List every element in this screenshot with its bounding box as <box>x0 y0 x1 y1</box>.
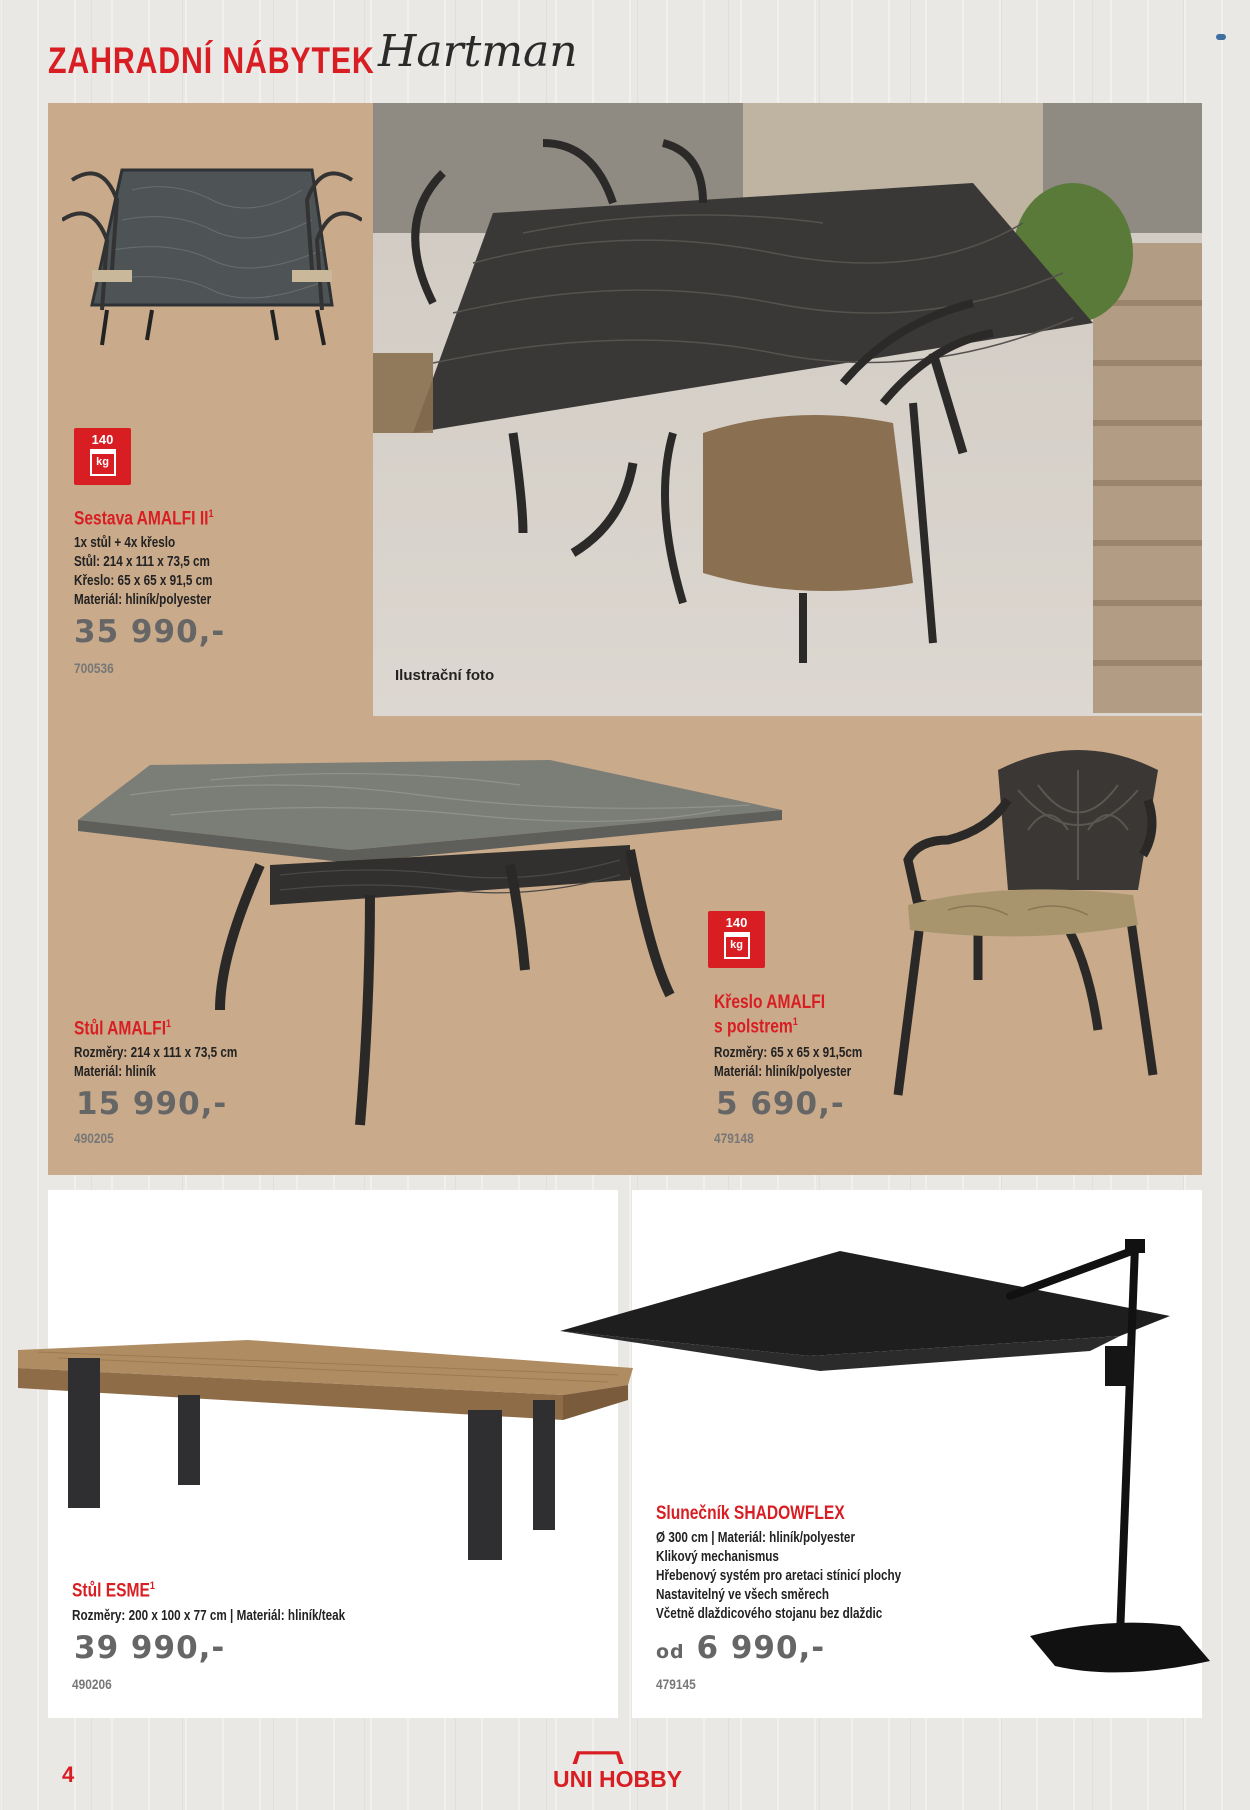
product-name-text: Stůl ESME <box>72 1580 150 1602</box>
product-name-line2 <box>714 1016 798 1038</box>
spec-line: Materiál: hliník/polyester <box>74 591 212 608</box>
product-name-text: Stůl AMALFI <box>74 1018 167 1040</box>
product-code: 479145 <box>656 1676 696 1692</box>
product-name <box>74 1018 171 1040</box>
spec-line: Rozměry: 65 x 65 x 91,5cm <box>714 1044 863 1061</box>
price-value: 6 990,- <box>696 1630 826 1666</box>
logo-text: UNI HOBBY <box>553 1766 683 1792</box>
product-name-text: Sestava AMALFI II <box>74 508 209 530</box>
page-title: ZAHRADNÍ NÁBYTEK <box>48 40 375 81</box>
product-specs <box>656 1528 970 1623</box>
product-name <box>74 508 214 530</box>
footnote-mark: 1 <box>166 1018 172 1030</box>
footnote-mark: 1 <box>792 1016 798 1028</box>
product-price: 35 990,- <box>74 614 226 650</box>
spec-line: Stůl: 214 x 111 x 73,5 cm <box>74 553 210 570</box>
load-capacity-badge <box>74 428 131 485</box>
spec-line: Rozměry: 214 x 111 x 73,5 cm <box>74 1044 238 1061</box>
spec-line: Včetně dlaždicového stojanu bez dlaždic <box>656 1605 883 1622</box>
footnote-mark: 1 <box>208 508 214 520</box>
price-prefix: od <box>656 1641 685 1663</box>
badge-value: 140 <box>91 432 114 447</box>
spec-line: Ø 300 cm | Materiál: hliník/polyester <box>656 1529 855 1546</box>
weight-icon <box>724 932 750 959</box>
amalfi-set-image <box>62 160 362 350</box>
badge-value: 140 <box>725 915 748 930</box>
product-price: 15 990,- <box>76 1086 228 1122</box>
product-specs <box>714 1043 904 1081</box>
product-specs <box>74 533 252 609</box>
product-price: 5 690,- <box>716 1086 845 1122</box>
footer-logo <box>553 1750 682 1793</box>
badge-unit: kg <box>730 939 743 951</box>
spec-line: Nastavitelný ve všech směrech <box>656 1586 830 1603</box>
photo-caption: Ilustrační foto <box>395 667 495 684</box>
product-code: 479148 <box>714 1130 754 1146</box>
spec-line: Materiál: hliník/polyester <box>714 1063 852 1080</box>
product-specs <box>74 1043 283 1081</box>
spec-line: Rozměry: 200 x 100 x 77 cm | Materiál: hliník/teak <box>72 1607 346 1624</box>
spec-line: Křeslo: 65 x 65 x 91,5 cm <box>74 572 213 589</box>
spec-line: Klikový mechanismus <box>656 1548 779 1565</box>
esme-table-image <box>18 1340 633 1560</box>
lifestyle-photo <box>373 103 1202 716</box>
corner-mark <box>1216 34 1226 40</box>
page-number: 4 <box>62 1762 75 1787</box>
house-roof-icon <box>572 1751 623 1764</box>
product-price: 39 990,- <box>74 1630 226 1666</box>
spec-line: 1x stůl + 4x křeslo <box>74 534 176 551</box>
spec-line: Hřebenový systém pro aretaci stínicí plochy <box>656 1567 902 1584</box>
product-price <box>656 1630 825 1666</box>
product-name: Křeslo AMALFI <box>714 992 826 1013</box>
amalfi-chair-image <box>888 730 1168 1110</box>
product-name <box>72 1580 155 1602</box>
badge-unit: kg <box>96 456 109 468</box>
brand-logo: Hartman <box>378 26 578 77</box>
weight-icon <box>90 449 116 476</box>
product-code: 490205 <box>74 1130 114 1146</box>
product-code: 700536 <box>74 660 114 676</box>
footnote-mark: 1 <box>149 1580 155 1592</box>
product-code: 490206 <box>72 1676 112 1692</box>
product-name: Slunečník SHADOWFLEX <box>656 1503 845 1524</box>
load-capacity-badge <box>708 911 765 968</box>
product-name-text: s polstrem <box>714 1016 793 1038</box>
spec-line: Materiál: hliník <box>74 1063 156 1080</box>
